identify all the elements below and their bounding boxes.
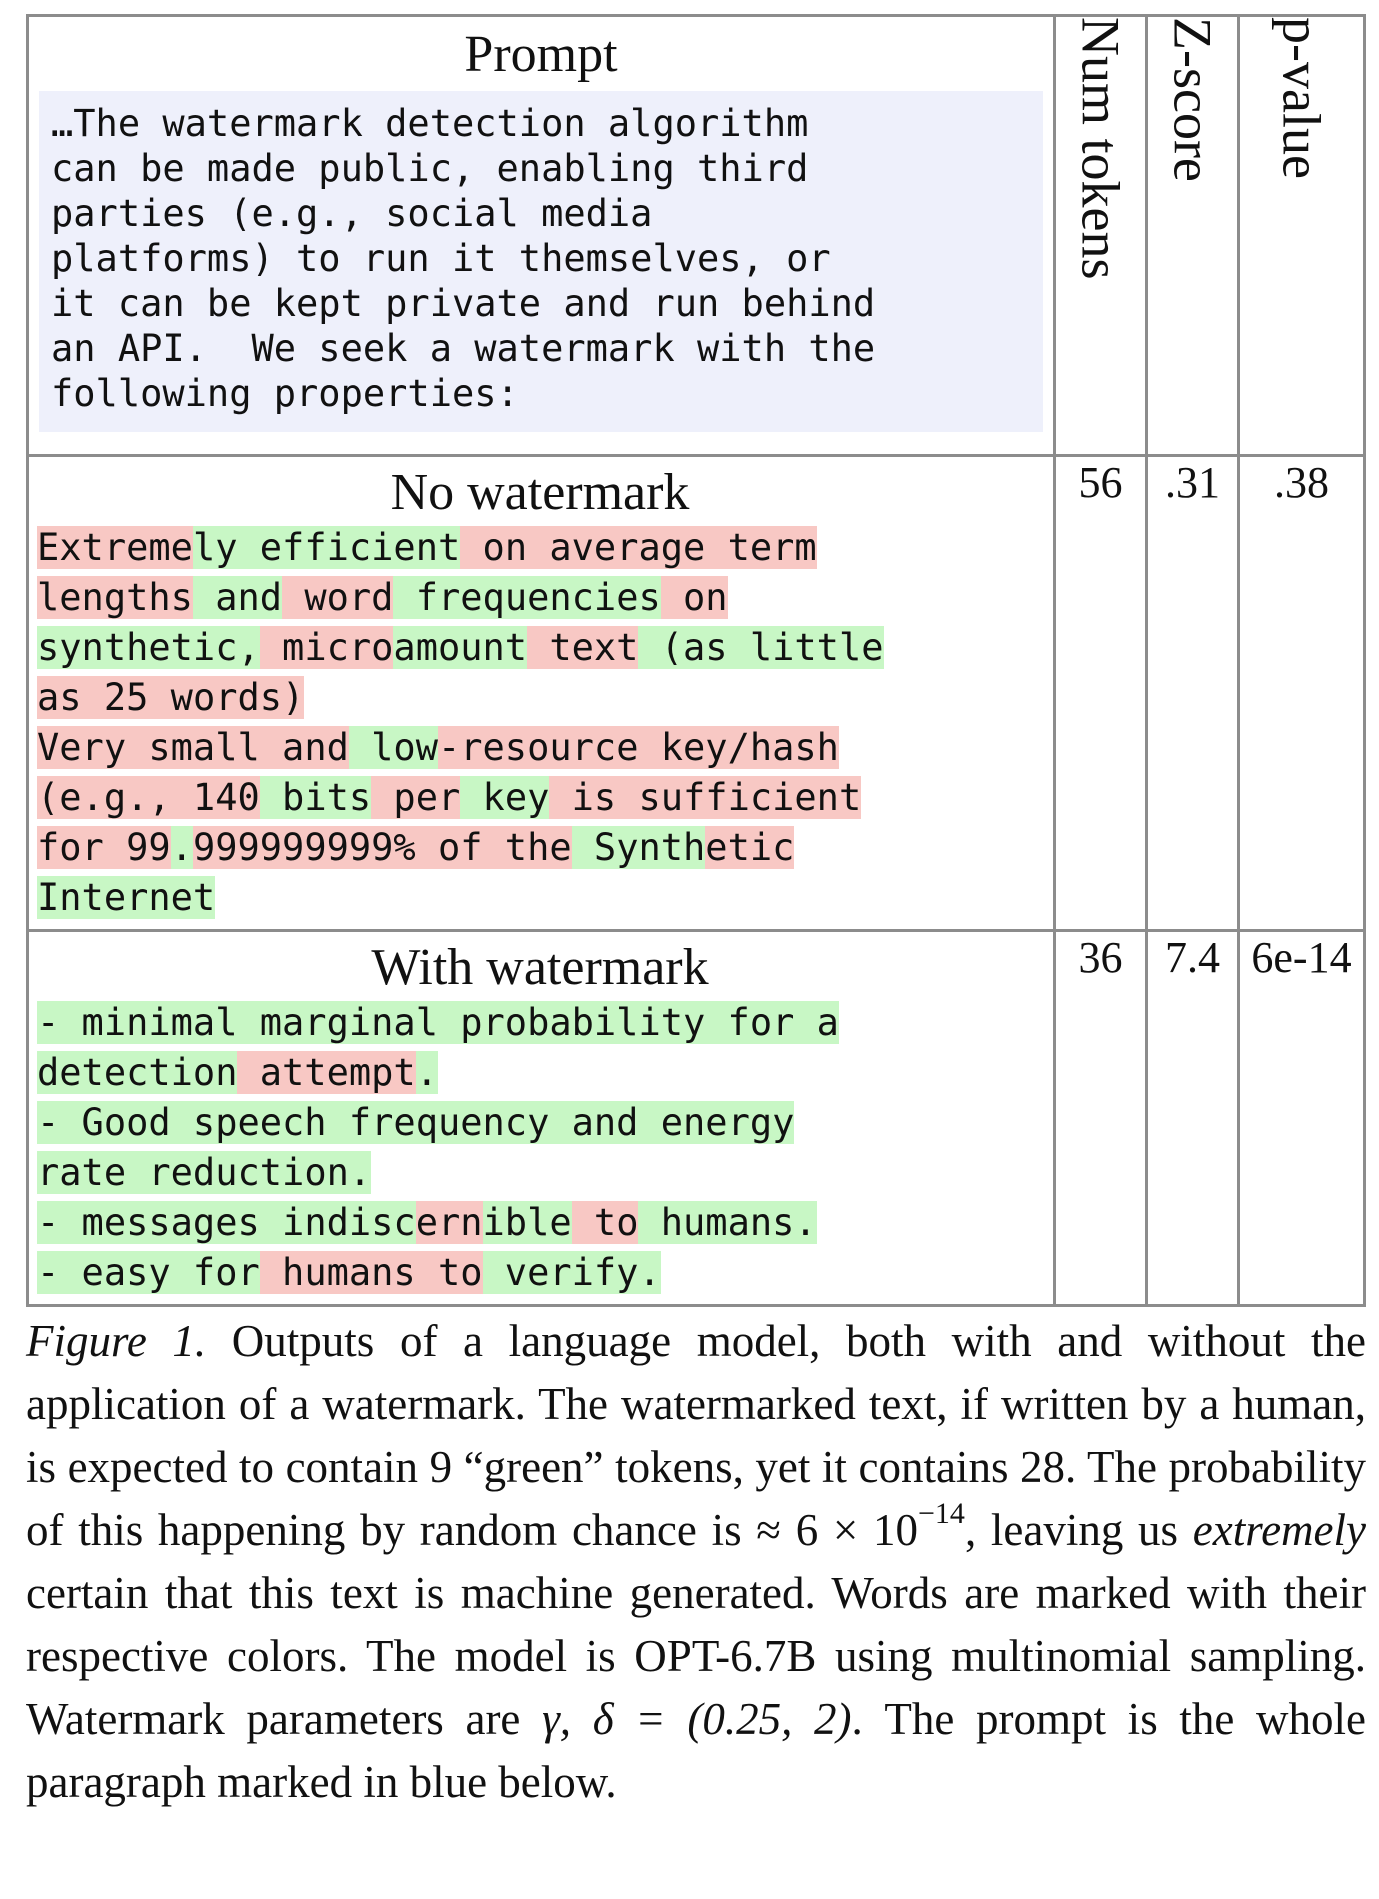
green-token: indisc bbox=[259, 1201, 416, 1244]
caption-label: Figure 1. bbox=[26, 1316, 207, 1366]
red-token: etic bbox=[705, 826, 795, 869]
green-token: frequencies bbox=[393, 576, 661, 619]
green-token: reduction. bbox=[126, 1151, 372, 1194]
num-tokens-header: Num tokens bbox=[1070, 17, 1131, 280]
green-token: rate bbox=[37, 1151, 127, 1194]
figure-caption bbox=[26, 1310, 1366, 1814]
with-watermark-num-tokens: 36 bbox=[1055, 931, 1147, 1306]
green-token: for bbox=[170, 1251, 260, 1294]
no-watermark-cell bbox=[28, 456, 1055, 931]
red-token: of bbox=[415, 826, 483, 869]
z-score-header-cell bbox=[1147, 16, 1239, 456]
num-tokens-header-cell bbox=[1055, 16, 1147, 456]
green-token: (as bbox=[638, 626, 728, 669]
red-token: on bbox=[660, 576, 728, 619]
p-value-header: p-value bbox=[1271, 17, 1332, 179]
green-token: energy bbox=[638, 1101, 795, 1144]
caption-part1: Outputs of a language model, both with and without the application of a watermark. The watermarked text, if written by a human, is expected to contain 9 “green” tokens, yet it contains 28. The probability of this happening by random chance is bbox=[26, 1316, 1366, 1555]
red-token: per bbox=[371, 776, 461, 819]
green-token: bits bbox=[259, 776, 372, 819]
green-token: marginal bbox=[237, 1001, 438, 1044]
green-token: - messages bbox=[37, 1201, 260, 1244]
red-token: Extreme bbox=[37, 526, 193, 569]
red-token: -resource bbox=[437, 726, 639, 769]
red-token: on bbox=[460, 526, 528, 569]
red-token: humans bbox=[259, 1251, 416, 1294]
red-token: 140 bbox=[170, 776, 260, 819]
green-token: speech bbox=[170, 1101, 327, 1144]
figure-table bbox=[26, 14, 1366, 1307]
green-token: and bbox=[549, 1101, 639, 1144]
with-watermark-z-score: 7.4 bbox=[1147, 931, 1239, 1306]
green-token: frequency bbox=[326, 1101, 550, 1144]
green-token: . bbox=[170, 826, 193, 869]
with-watermark-p-value: 6e-14 bbox=[1239, 931, 1365, 1306]
no-watermark-z-score: .31 bbox=[1147, 456, 1239, 931]
p-value-header-cell bbox=[1239, 16, 1365, 456]
green-token: - minimal bbox=[37, 1001, 238, 1044]
red-token: sufficient bbox=[616, 776, 862, 819]
green-token: amount bbox=[393, 626, 528, 669]
red-token: attempt bbox=[237, 1051, 416, 1094]
red-token: to bbox=[571, 1201, 639, 1244]
red-token: term bbox=[705, 526, 817, 569]
green-token: verify. bbox=[482, 1251, 661, 1294]
red-token: as bbox=[37, 676, 82, 719]
red-token: and bbox=[259, 726, 349, 769]
prompt-text: …The watermark detection algorithm can be made public, enabling third parties (e.g., social media platforms) to run it themselves, or it can be kept private and run behind an API. We seek a watermark with the following properties: bbox=[39, 91, 1043, 432]
no-watermark-p-value: .38 bbox=[1239, 456, 1365, 931]
z-score-header: Z-score bbox=[1162, 17, 1223, 182]
caption-params: γ, δ = (0.25, 2) bbox=[542, 1694, 852, 1744]
green-token: efficient bbox=[237, 526, 461, 569]
red-token: words) bbox=[148, 676, 305, 719]
red-token: the bbox=[482, 826, 572, 869]
green-token: little bbox=[727, 626, 884, 669]
red-token: is bbox=[549, 776, 617, 819]
green-token: - easy bbox=[37, 1251, 171, 1294]
no-watermark-text bbox=[37, 523, 1043, 923]
green-token: and bbox=[192, 576, 283, 619]
green-token: a bbox=[794, 1001, 839, 1044]
caption-part4: . The prompt is the whole paragraph marked in blue below. bbox=[26, 1694, 1366, 1807]
red-token: text bbox=[527, 626, 639, 669]
green-token: humans. bbox=[638, 1201, 817, 1244]
green-token: - Good bbox=[37, 1101, 171, 1144]
with-watermark-cell bbox=[28, 931, 1055, 1306]
red-token: word bbox=[282, 576, 394, 619]
red-token: Very bbox=[37, 726, 127, 769]
with-watermark-title: With watermark bbox=[371, 939, 709, 996]
green-token: ible bbox=[482, 1201, 572, 1244]
no-watermark-num-tokens: 56 bbox=[1055, 456, 1147, 931]
red-token: key/hash bbox=[638, 726, 839, 769]
red-token: (e.g., bbox=[37, 776, 171, 819]
prompt-header: Prompt bbox=[464, 26, 618, 83]
caption-exponent: −14 bbox=[918, 1497, 965, 1530]
red-token: 99 bbox=[103, 826, 171, 869]
green-token: Internet bbox=[37, 876, 216, 919]
red-token: for bbox=[37, 826, 104, 869]
red-token: to bbox=[415, 1251, 483, 1294]
prompt-cell bbox=[28, 16, 1055, 456]
red-token: micro bbox=[259, 626, 394, 669]
with-watermark-text bbox=[37, 998, 1043, 1298]
red-token: 999999999% bbox=[192, 826, 416, 869]
green-token: low bbox=[348, 726, 438, 769]
caption-approx: ≈ 6 × 10 bbox=[756, 1505, 919, 1555]
green-token: for bbox=[705, 1001, 795, 1044]
red-token: small bbox=[126, 726, 260, 769]
green-token: ly bbox=[192, 526, 238, 569]
red-token: ern bbox=[415, 1201, 483, 1244]
caption-part2: , leaving us bbox=[964, 1505, 1193, 1555]
red-token: 25 bbox=[81, 676, 149, 719]
caption-part3: certain that this text is machine generated. Words are marked with their respective colors. The model is OPT-6.7B using multinomial sampling. Watermark parameters are bbox=[26, 1568, 1366, 1744]
green-token: synthetic, bbox=[37, 626, 260, 669]
red-token: average bbox=[527, 526, 706, 569]
no-watermark-title: No watermark bbox=[390, 464, 690, 521]
red-token: lengths bbox=[37, 576, 193, 619]
green-token: Synth bbox=[571, 826, 706, 869]
green-token: detection bbox=[37, 1051, 238, 1094]
caption-emphasis: extremely bbox=[1192, 1505, 1367, 1555]
green-token: . bbox=[415, 1051, 438, 1094]
green-token: key bbox=[460, 776, 550, 819]
green-token: probability bbox=[437, 1001, 706, 1044]
